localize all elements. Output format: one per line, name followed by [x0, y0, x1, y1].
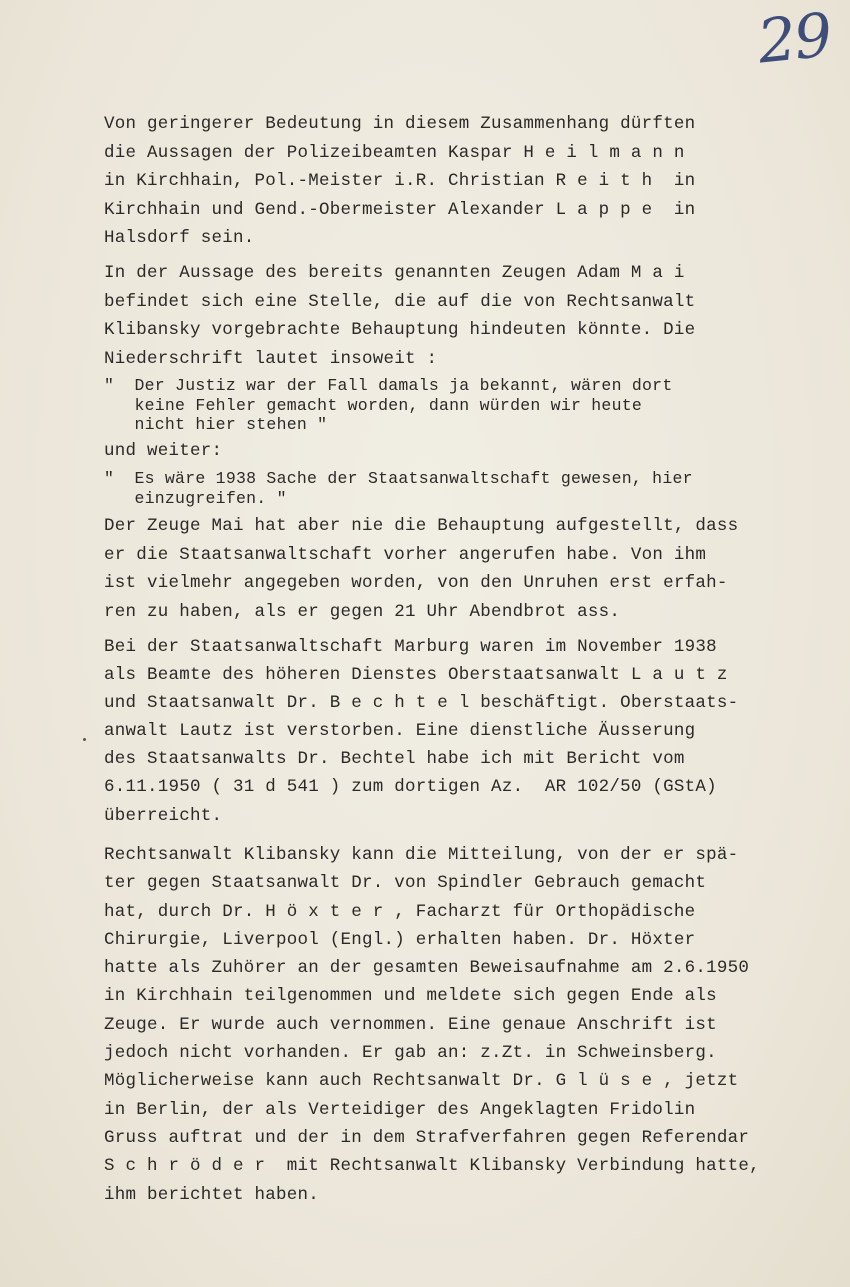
- paragraph-klibansky-source: Rechtsanwalt Klibansky kann die Mitteilung, von der er spä- ter gegen Staatsanwalt Dr. von Spindler Gebrauch gemacht hat, durch Dr. H ö x t e r , Facharzt für Orthopädische Chirurgie, Liverpool (Engl.) erhalten haben. Dr. Höxter hatte als Zuhörer an der gesamten Beweisaufnahme am 2.6.1950 in Kirchhain teilgenommen und meldete sich gegen Ende als Zeuge. Er wurde auch vernommen. Eine genaue Anschrift ist jedoch nicht vorhanden. Er gab an: z.Zt. in Schweinsberg. Möglicherweise kann auch Rechtsanwalt Dr. G l ü s e , jetzt in Berlin, der als Verteidiger des Angeklagten Fridolin Gruss auftrat und der in dem Strafverfahren gegen Referendar S c h r ö d e r mit Rechtsanwalt Klibansky Verbindung hatte, ihm berichtet haben.: [104, 845, 760, 1205]
- handwritten-page-number: 29: [754, 0, 834, 78]
- paragraph-und-weiter: und weiter:: [104, 441, 223, 461]
- margin-mark: [83, 738, 86, 741]
- quote-justice-knew-case: " Der Justiz war der Fall damals ja bekannt, wären dort keine Fehler gemacht worden, dann würden wir heute nicht hier stehen ": [104, 376, 673, 434]
- paragraph-witness-mai-claim: Der Zeuge Mai hat aber nie die Behauptung aufgestellt, dass er die Staatsanwaltschaft vorher angerufen habe. Von ihm ist vielmehr angegeben worden, von den Unruhen erst erfah- ren zu haben, als er gegen 21 Uhr Abendbrot ass.: [104, 516, 739, 622]
- paragraph-witness-testimony-significance: Von geringerer Bedeutung in diesem Zusammenhang dürften die Aussagen der Polizeibeamten Kaspar H e i l m a n n in Kirchhain, Pol.-Meister i.R. Christian R e i t h in Kirchhain und Gend.-Obermeister Alexander L a p p e in Halsdorf sein.: [104, 114, 696, 249]
- paragraph-prosecution-marburg: Bei der Staatsanwaltschaft Marburg waren im November 1938 als Beamte des höheren Dienstes Oberstaatsanwalt L a u t z und Staatsanwalt Dr. B e c h t e l beschäftigt. Oberstaats- anwalt Lautz ist verstorben. Eine dienstliche Äusserung des Staatsanwalts Dr. Bechtel habe ich mit Bericht vom 6.11.1950 ( 31 d 541 ) zum dortigen Az. AR 102/50 (GStA) überreicht.: [104, 637, 739, 826]
- paragraph-statement-adam-mai: In der Aussage des bereits genannten Zeugen Adam M a i befindet sich eine Stelle, die auf die von Rechtsanwalt Klibansky vorgebrachte Behauptung hindeuten könnte. Die Niederschrift lautet insoweit :: [104, 263, 696, 369]
- quote-prosecution-intervene: " Es wäre 1938 Sache der Staatsanwaltschaft gewesen, hier einzugreifen. ": [104, 469, 693, 508]
